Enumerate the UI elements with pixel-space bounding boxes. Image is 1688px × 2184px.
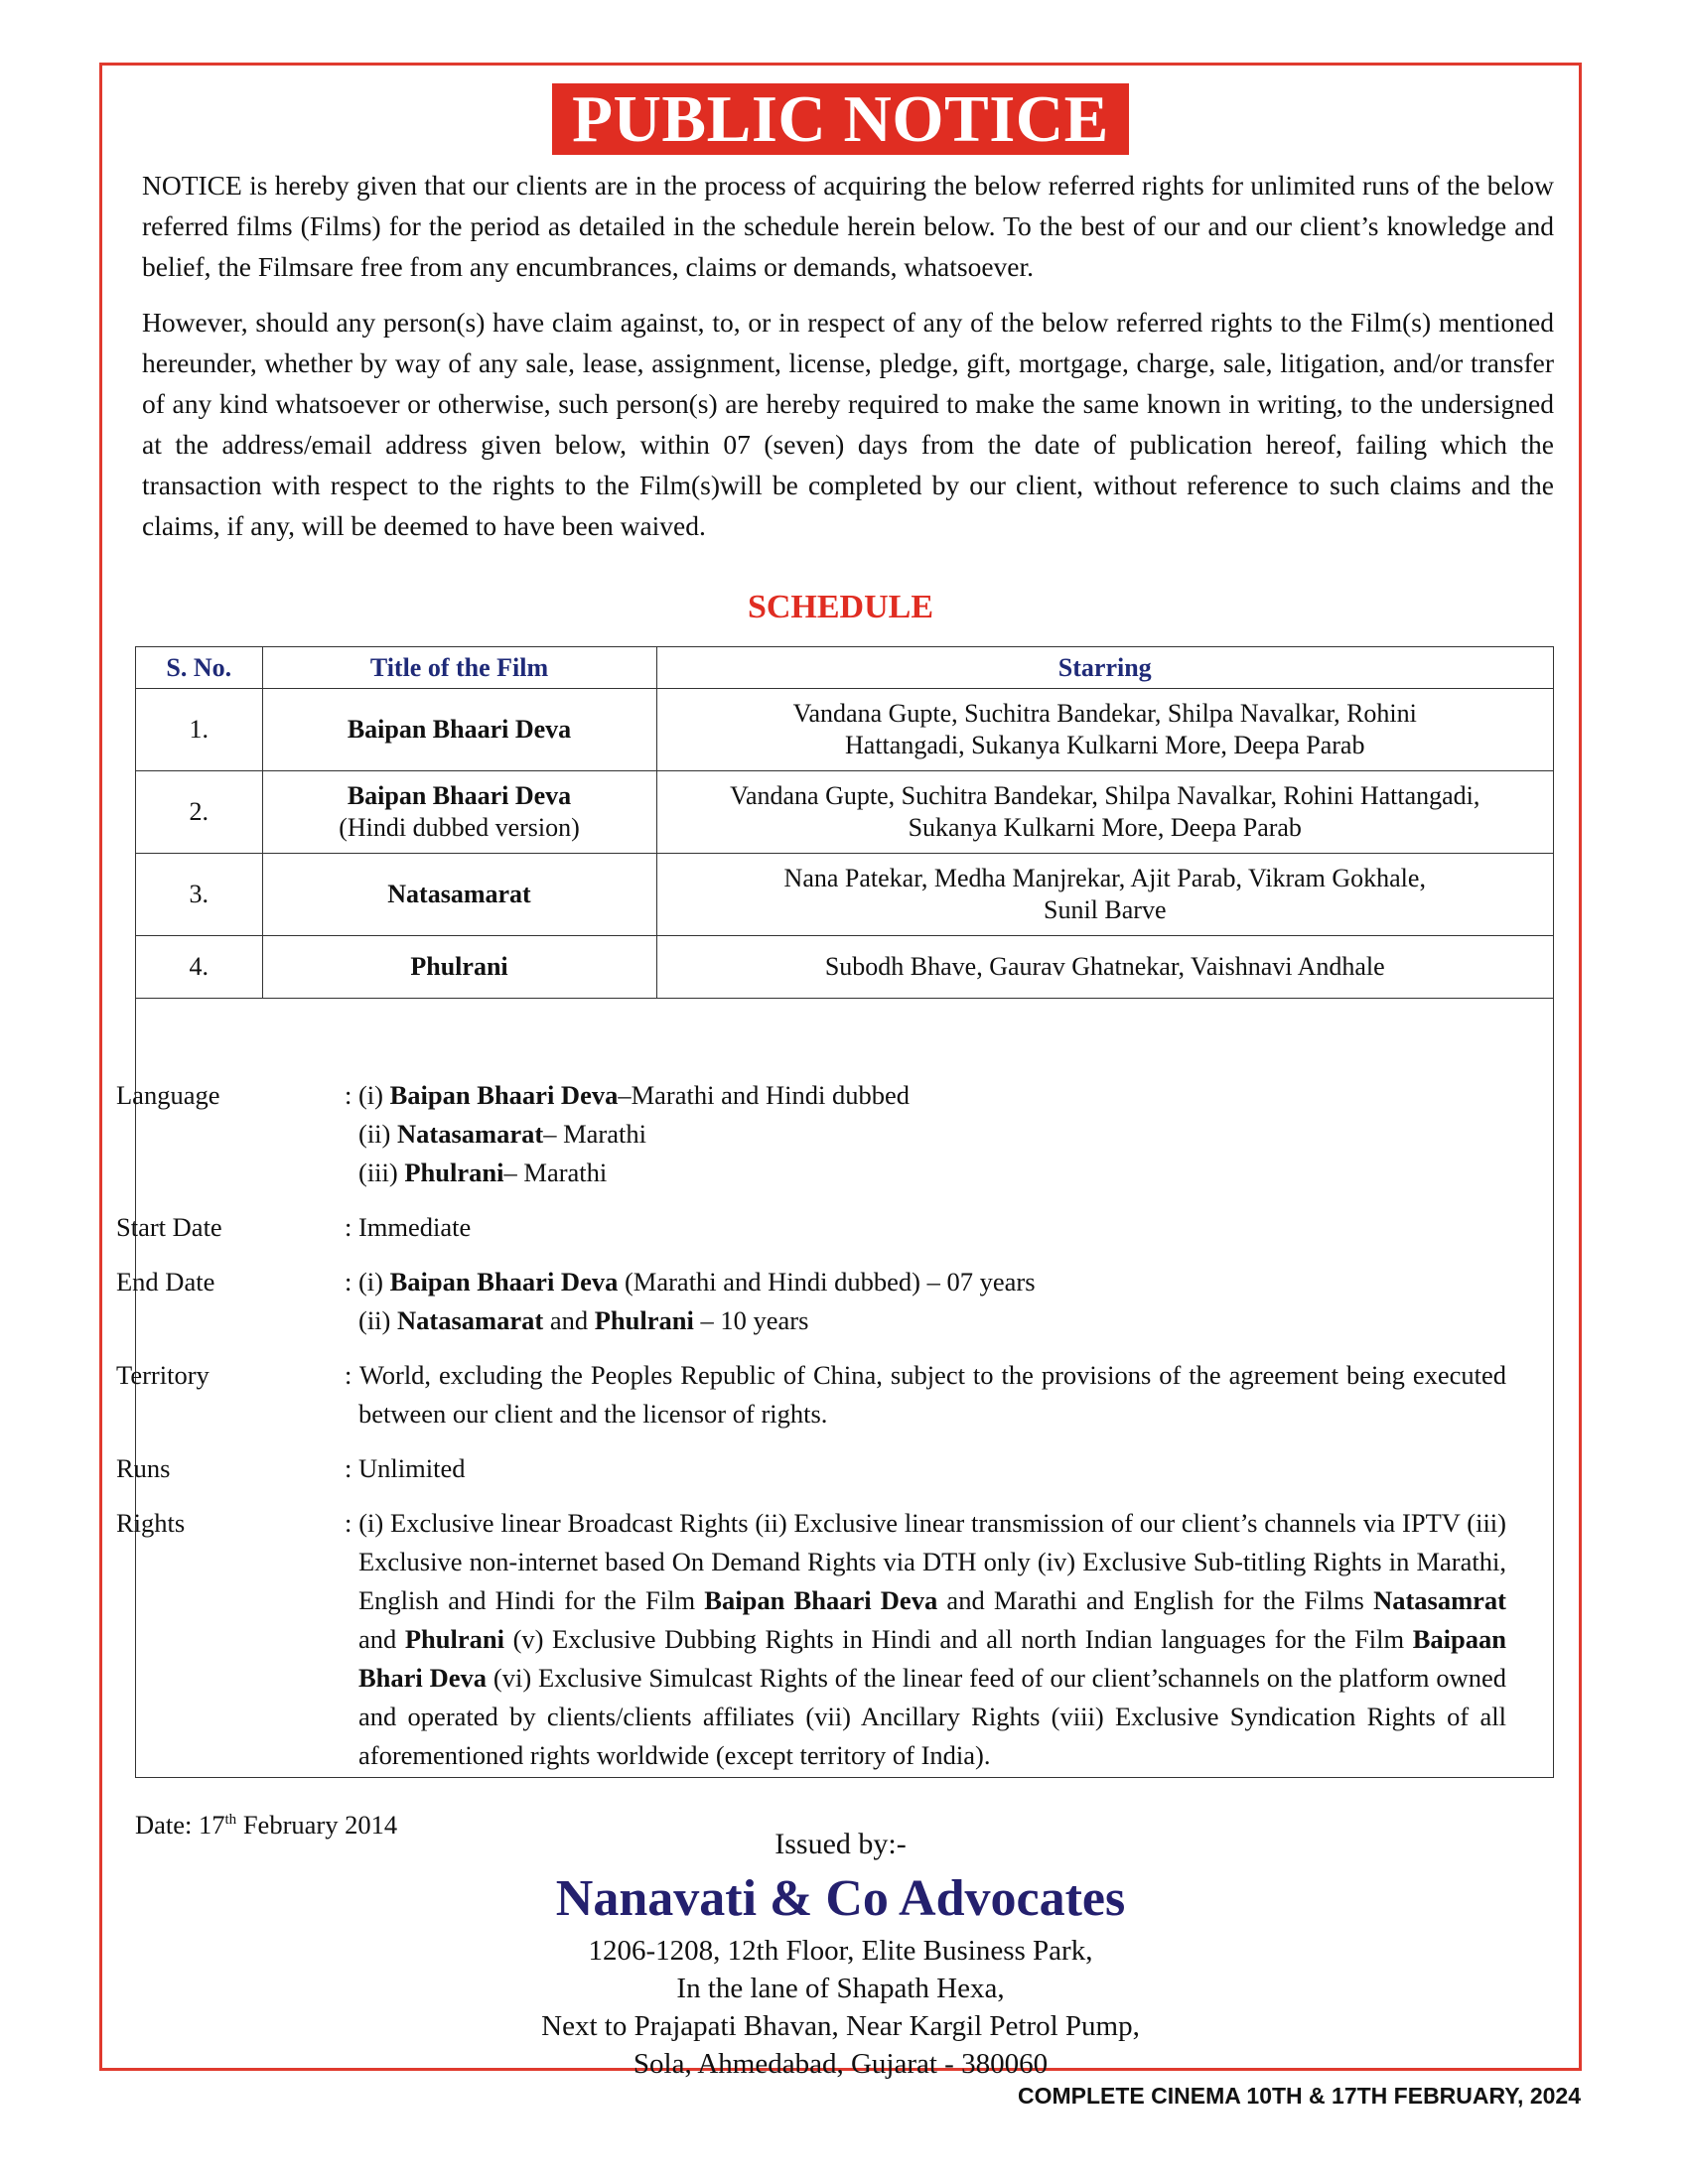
- term-label: Runs: [116, 1453, 171, 1483]
- notice-paragraph-2: However, should any person(s) have claim against, to, or in respect of any of the below referred rights to the Film(s) mentioned hereunder, whether by way of any sale, lease, assignment, license, pledge, gift, mortgage, charge, sale, litigation, and/or transfer of any kind whatsoever or otherwise, such person(s) are hereby required to make the same known in writing, to the undersigned at the address/email address given below, within 07 (seven) days from the date of publication hereof, failing which the transaction with respect to the rights to the Film(s)will be completed by our client, without reference to such claims and the claims, if any, will be deemed to have been waived.: [142, 307, 1554, 541]
- table-row: [136, 689, 1553, 771]
- firm-address: [102, 1932, 1579, 2083]
- term-value: [345, 1263, 1506, 1340]
- cell-starring: [656, 854, 1553, 936]
- table-row: [136, 854, 1553, 936]
- address-line: In the lane of Shapath Hexa,: [676, 1973, 1005, 2004]
- cell-sno: 3.: [136, 854, 262, 936]
- cell-starring: [656, 771, 1553, 854]
- term-rights: [116, 1504, 1506, 1775]
- cell-film-title: Phulrani: [262, 936, 656, 999]
- cell-sno: 2.: [136, 771, 262, 854]
- term-value: : Unlimited: [345, 1453, 466, 1483]
- term-value: : World, excluding the Peoples Republic of China, subject to the provisions of the agreement being executed between our client and the licensor of rights.: [345, 1360, 1506, 1429]
- table-row: [136, 936, 1553, 999]
- starring-line: Subodh Bhave, Gaurav Ghatnekar, Vaishnavi Andhale: [824, 952, 1385, 981]
- film-subtitle: (Hindi dubbed version): [339, 813, 580, 842]
- term-label: Language: [116, 1080, 220, 1110]
- cell-sno: 1.: [136, 689, 262, 771]
- term-value: : Immediate: [345, 1212, 472, 1242]
- address-line: Sola, Ahmedabad, Gujarat - 380060: [633, 2048, 1049, 2080]
- term-line: (ii) Natasamarat and Phulrani – 10 years: [358, 1305, 809, 1335]
- notice-frame: [99, 63, 1582, 2080]
- table-row: [136, 771, 1553, 854]
- term-label: Start Date: [116, 1212, 222, 1242]
- cell-starring: [656, 689, 1553, 771]
- address-line: Next to Prajapati Bhavan, Near Kargil Petrol Pump,: [541, 2010, 1140, 2042]
- starring-line: Sunil Barve: [1044, 895, 1167, 924]
- table-header-row: [136, 647, 1553, 689]
- cell-film-title: Natasamarat: [262, 854, 656, 936]
- starring-line: Vandana Gupte, Suchitra Bandekar, Shilpa Navalkar, Rohini: [792, 699, 1417, 728]
- term-start-date: [116, 1208, 1506, 1247]
- term-line: : (i) Baipan Bhaari Deva (Marathi and Hindi dubbed) – 07 years: [345, 1267, 1036, 1297]
- column-header-starring: Starring: [656, 647, 1553, 689]
- firm-name: Nanavati & Co Advocates: [555, 1870, 1126, 1927]
- starring-line: Vandana Gupte, Suchitra Bandekar, Shilpa Navalkar, Rohini Hattangadi,: [730, 781, 1480, 810]
- term-label: Territory: [116, 1360, 210, 1390]
- term-label: Rights: [116, 1508, 186, 1538]
- column-header-title: Title of the Film: [262, 647, 656, 689]
- term-line: : (i) Baipan Bhaari Deva–Marathi and Hindi dubbed: [345, 1080, 910, 1110]
- starring-line: Nana Patekar, Medha Manjrekar, Ajit Parab, Vikram Gokhale,: [783, 864, 1426, 892]
- cell-film-title: [262, 771, 656, 854]
- publication-footer: COMPLETE CINEMA 10TH & 17TH FEBRUARY, 2024: [1017, 2083, 1581, 2109]
- term-end-date: [116, 1263, 1506, 1340]
- term-value: : (i) Exclusive linear Broadcast Rights (ii) Exclusive linear transmission of our client’s channels via IPTV (iii) Exclusive non-internet based On Demand Rights via DTH only (iv) Exclusive Sub-titling Rights in Marathi, English and Hindi for the Film Baipan Bhaari Deva and Marathi and English for the Films Natasamrat and Phulrani (v) Exclusive Dubbing Rights in Hindi and all north Indian languages for the Film Baipaan Bhari Deva (vi) Exclusive Simulcast Rights of the linear feed of our client’schannels on the platform owned and operated by clients/clients affiliates (vii) Ancillary Rights (viii) Exclusive Syndication Rights of all aforementioned rights worldwide (except territory of India).: [345, 1508, 1507, 1770]
- term-label: End Date: [116, 1267, 215, 1297]
- cell-film-title: Baipan Bhaari Deva: [262, 689, 656, 771]
- term-line: (iii) Phulrani– Marathi: [358, 1158, 608, 1187]
- schedule-heading: SCHEDULE: [747, 589, 934, 625]
- film-title: Baipan Bhaari Deva: [347, 781, 572, 810]
- term-value: [345, 1076, 1506, 1192]
- cell-sno: 4.: [136, 936, 262, 999]
- title-wrap: [102, 83, 1579, 155]
- notice-title: PUBLIC NOTICE: [552, 83, 1129, 155]
- term-line: (ii) Natasamarat– Marathi: [358, 1119, 646, 1149]
- term-language: [116, 1076, 1506, 1192]
- term-runs: [116, 1449, 1506, 1488]
- starring-line: Hattangadi, Sukanya Kulkarni More, Deepa Parab: [845, 731, 1365, 759]
- starring-line: Sukanya Kulkarni More, Deepa Parab: [908, 813, 1302, 842]
- column-header-sno: S. No.: [136, 647, 262, 689]
- address-line: 1206-1208, 12th Floor, Elite Business Park,: [588, 1935, 1093, 1967]
- term-territory: [116, 1356, 1506, 1433]
- terms-list: [116, 1076, 1506, 1791]
- issued-by: Issued by:-: [774, 1828, 907, 1860]
- films-table: [136, 647, 1553, 999]
- cell-starring: [656, 936, 1553, 999]
- notice-date: Date: 17th February 2014: [135, 1810, 398, 1840]
- notice-paragraph-1: NOTICE is hereby given that our clients are in the process of acquiring the below referred rights for unlimited runs of the below referred films (Films) for the period as detailed in the schedule herein below. To the best of our and our client’s knowledge and belief, the Filmsare free from any encumbrances, claims or demands, whatsoever.: [142, 170, 1554, 282]
